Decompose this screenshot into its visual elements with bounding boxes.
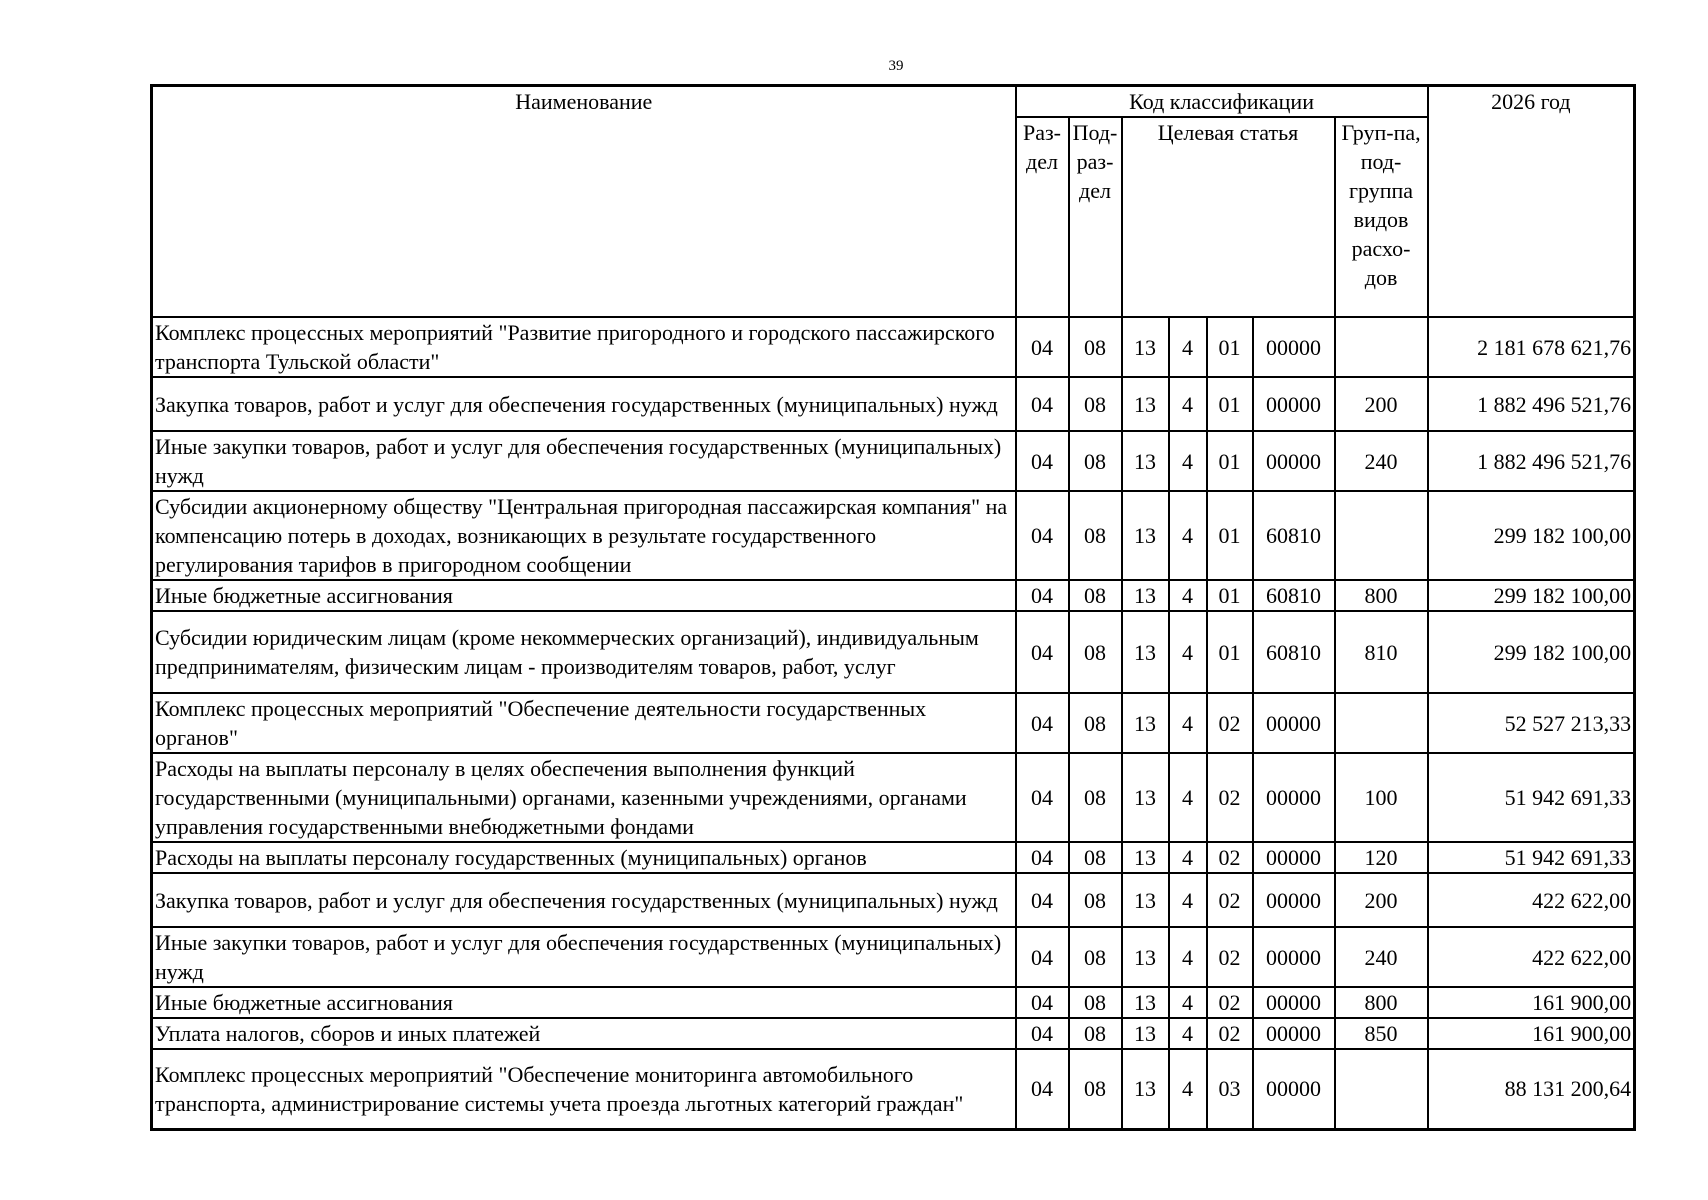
cell-amount: 51 942 691,33 [1428,753,1635,842]
cell-podrazdel: 08 [1069,927,1122,987]
cell-podrazdel: 08 [1069,377,1122,431]
cell-target-4: 60810 [1253,580,1335,611]
cell-target-1: 13 [1122,873,1169,927]
cell-target-2: 4 [1169,987,1207,1018]
cell-target-1: 13 [1122,693,1169,753]
cell-amount: 299 182 100,00 [1428,611,1635,693]
cell-target-2: 4 [1169,431,1207,491]
cell-target-3: 02 [1207,842,1253,873]
cell-name: Расходы на выплаты персоналу в целях обеспечения выполнения функций государственными (муниципальными) органами, казенными учреждениями, органами управления государственными внебюджетными фондами [152,753,1016,842]
cell-target-2: 4 [1169,1018,1207,1049]
table-row [152,491,1635,580]
cell-target-1: 13 [1122,377,1169,431]
header-group: Груп-па, под-группа видов расхо-дов [1335,117,1428,317]
cell-amount: 422 622,00 [1428,873,1635,927]
cell-target-2: 4 [1169,491,1207,580]
cell-target-4: 00000 [1253,1018,1335,1049]
cell-amount: 161 900,00 [1428,1018,1635,1049]
cell-target-4: 00000 [1253,873,1335,927]
cell-podrazdel: 08 [1069,842,1122,873]
cell-target-3: 01 [1207,377,1253,431]
cell-target-4: 00000 [1253,1049,1335,1129]
cell-razdel: 04 [1016,927,1069,987]
cell-target-4: 00000 [1253,987,1335,1018]
cell-amount: 88 131 200,64 [1428,1049,1635,1129]
cell-target-2: 4 [1169,377,1207,431]
cell-target-4: 60810 [1253,611,1335,693]
cell-razdel: 04 [1016,377,1069,431]
cell-amount: 1 882 496 521,76 [1428,377,1635,431]
cell-razdel: 04 [1016,1049,1069,1129]
cell-name: Уплата налогов, сборов и иных платежей [152,1018,1016,1049]
cell-target-4: 00000 [1253,693,1335,753]
cell-razdel: 04 [1016,491,1069,580]
cell-group: 850 [1335,1018,1428,1049]
table-row [152,317,1635,377]
cell-target-1: 13 [1122,927,1169,987]
cell-target-2: 4 [1169,842,1207,873]
cell-name: Комплекс процессных мероприятий "Развитие пригородного и городского пассажирского транспорта Тульской области" [152,317,1016,377]
cell-name: Иные закупки товаров, работ и услуг для обеспечения государственных (муниципальных) нужд [152,927,1016,987]
cell-amount: 299 182 100,00 [1428,580,1635,611]
table-row [152,431,1635,491]
cell-target-3: 01 [1207,491,1253,580]
cell-podrazdel: 08 [1069,987,1122,1018]
cell-podrazdel: 08 [1069,580,1122,611]
cell-podrazdel: 08 [1069,611,1122,693]
cell-name: Иные бюджетные ассигнования [152,580,1016,611]
cell-target-1: 13 [1122,611,1169,693]
cell-razdel: 04 [1016,580,1069,611]
cell-target-2: 4 [1169,580,1207,611]
cell-group: 810 [1335,611,1428,693]
cell-podrazdel: 08 [1069,431,1122,491]
cell-target-1: 13 [1122,1049,1169,1129]
cell-target-3: 01 [1207,580,1253,611]
cell-group [1335,1049,1428,1129]
cell-target-3: 01 [1207,611,1253,693]
cell-target-3: 02 [1207,1018,1253,1049]
table-row [152,580,1635,611]
cell-target-1: 13 [1122,317,1169,377]
table-row [152,927,1635,987]
cell-podrazdel: 08 [1069,491,1122,580]
cell-podrazdel: 08 [1069,1049,1122,1129]
cell-target-3: 02 [1207,753,1253,842]
cell-target-3: 02 [1207,873,1253,927]
cell-podrazdel: 08 [1069,317,1122,377]
cell-target-4: 00000 [1253,753,1335,842]
table-row [152,1018,1635,1049]
header-podrazdel: Под-раз-дел [1069,117,1122,317]
cell-target-2: 4 [1169,753,1207,842]
cell-podrazdel: 08 [1069,873,1122,927]
table-row [152,377,1635,431]
cell-target-1: 13 [1122,1018,1169,1049]
cell-target-2: 4 [1169,693,1207,753]
header-code: Код классификации [1016,86,1428,118]
table-row [152,753,1635,842]
cell-razdel: 04 [1016,431,1069,491]
cell-amount: 52 527 213,33 [1428,693,1635,753]
cell-name: Субсидии акционерному обществу "Центральная пригородная пассажирская компания" на компенсацию потерь в доходах, возникающих в результате государственного регулирования тарифов в пригородном сообщении [152,491,1016,580]
cell-target-1: 13 [1122,753,1169,842]
table-row [152,873,1635,927]
cell-target-3: 02 [1207,927,1253,987]
cell-amount: 2 181 678 621,76 [1428,317,1635,377]
cell-target-1: 13 [1122,987,1169,1018]
cell-target-1: 13 [1122,491,1169,580]
table-row [152,611,1635,693]
cell-target-4: 00000 [1253,377,1335,431]
cell-target-3: 01 [1207,317,1253,377]
cell-group: 800 [1335,580,1428,611]
cell-razdel: 04 [1016,317,1069,377]
cell-target-4: 00000 [1253,842,1335,873]
cell-target-2: 4 [1169,873,1207,927]
cell-name: Иные закупки товаров, работ и услуг для обеспечения государственных (муниципальных) нужд [152,431,1016,491]
cell-target-4: 60810 [1253,491,1335,580]
header-name: Наименование [152,86,1016,318]
cell-group [1335,491,1428,580]
header-year: 2026 год [1428,86,1635,318]
cell-name: Закупка товаров, работ и услуг для обеспечения государственных (муниципальных) нужд [152,873,1016,927]
cell-razdel: 04 [1016,611,1069,693]
cell-name: Комплекс процессных мероприятий "Обеспечение мониторинга автомобильного транспорта, администрирование системы учета проезда льготных категорий граждан" [152,1049,1016,1129]
cell-target-1: 13 [1122,842,1169,873]
cell-target-2: 4 [1169,317,1207,377]
cell-group: 100 [1335,753,1428,842]
cell-razdel: 04 [1016,753,1069,842]
cell-target-3: 01 [1207,431,1253,491]
cell-target-4: 00000 [1253,927,1335,987]
page-number: 39 [888,58,904,74]
cell-podrazdel: 08 [1069,753,1122,842]
cell-group: 240 [1335,431,1428,491]
cell-razdel: 04 [1016,987,1069,1018]
cell-amount: 299 182 100,00 [1428,491,1635,580]
cell-target-2: 4 [1169,611,1207,693]
cell-target-4: 00000 [1253,317,1335,377]
cell-group: 120 [1335,842,1428,873]
cell-name: Субсидии юридическим лицам (кроме некоммерческих организаций), индивидуальным предпринимателям, физическим лицам - производителям товаров, работ, услуг [152,611,1016,693]
cell-razdel: 04 [1016,873,1069,927]
table-row [152,1049,1635,1129]
cell-target-3: 02 [1207,693,1253,753]
cell-target-2: 4 [1169,927,1207,987]
cell-amount: 1 882 496 521,76 [1428,431,1635,491]
table-row [152,693,1635,753]
cell-razdel: 04 [1016,693,1069,753]
table-row [152,842,1635,873]
cell-group [1335,317,1428,377]
cell-amount: 161 900,00 [1428,987,1635,1018]
cell-name: Расходы на выплаты персоналу государственных (муниципальных) органов [152,842,1016,873]
cell-target-4: 00000 [1253,431,1335,491]
budget-table [150,84,1636,1131]
cell-name: Закупка товаров, работ и услуг для обеспечения государственных (муниципальных) нужд [152,377,1016,431]
cell-razdel: 04 [1016,1018,1069,1049]
cell-razdel: 04 [1016,842,1069,873]
cell-podrazdel: 08 [1069,1018,1122,1049]
cell-target-3: 02 [1207,987,1253,1018]
cell-target-1: 13 [1122,431,1169,491]
header-razdel: Раз-дел [1016,117,1069,317]
cell-target-2: 4 [1169,1049,1207,1129]
header-target-article: Целевая статья [1122,117,1335,317]
table-body [152,317,1635,1129]
cell-group: 200 [1335,873,1428,927]
cell-name: Комплекс процессных мероприятий "Обеспечение деятельности государственных органов" [152,693,1016,753]
cell-group: 200 [1335,377,1428,431]
cell-amount: 51 942 691,33 [1428,842,1635,873]
cell-target-1: 13 [1122,580,1169,611]
cell-podrazdel: 08 [1069,693,1122,753]
table-header [152,86,1635,318]
cell-target-3: 03 [1207,1049,1253,1129]
cell-amount: 422 622,00 [1428,927,1635,987]
cell-group: 800 [1335,987,1428,1018]
cell-group [1335,693,1428,753]
cell-name: Иные бюджетные ассигнования [152,987,1016,1018]
cell-group: 240 [1335,927,1428,987]
table-row [152,987,1635,1018]
